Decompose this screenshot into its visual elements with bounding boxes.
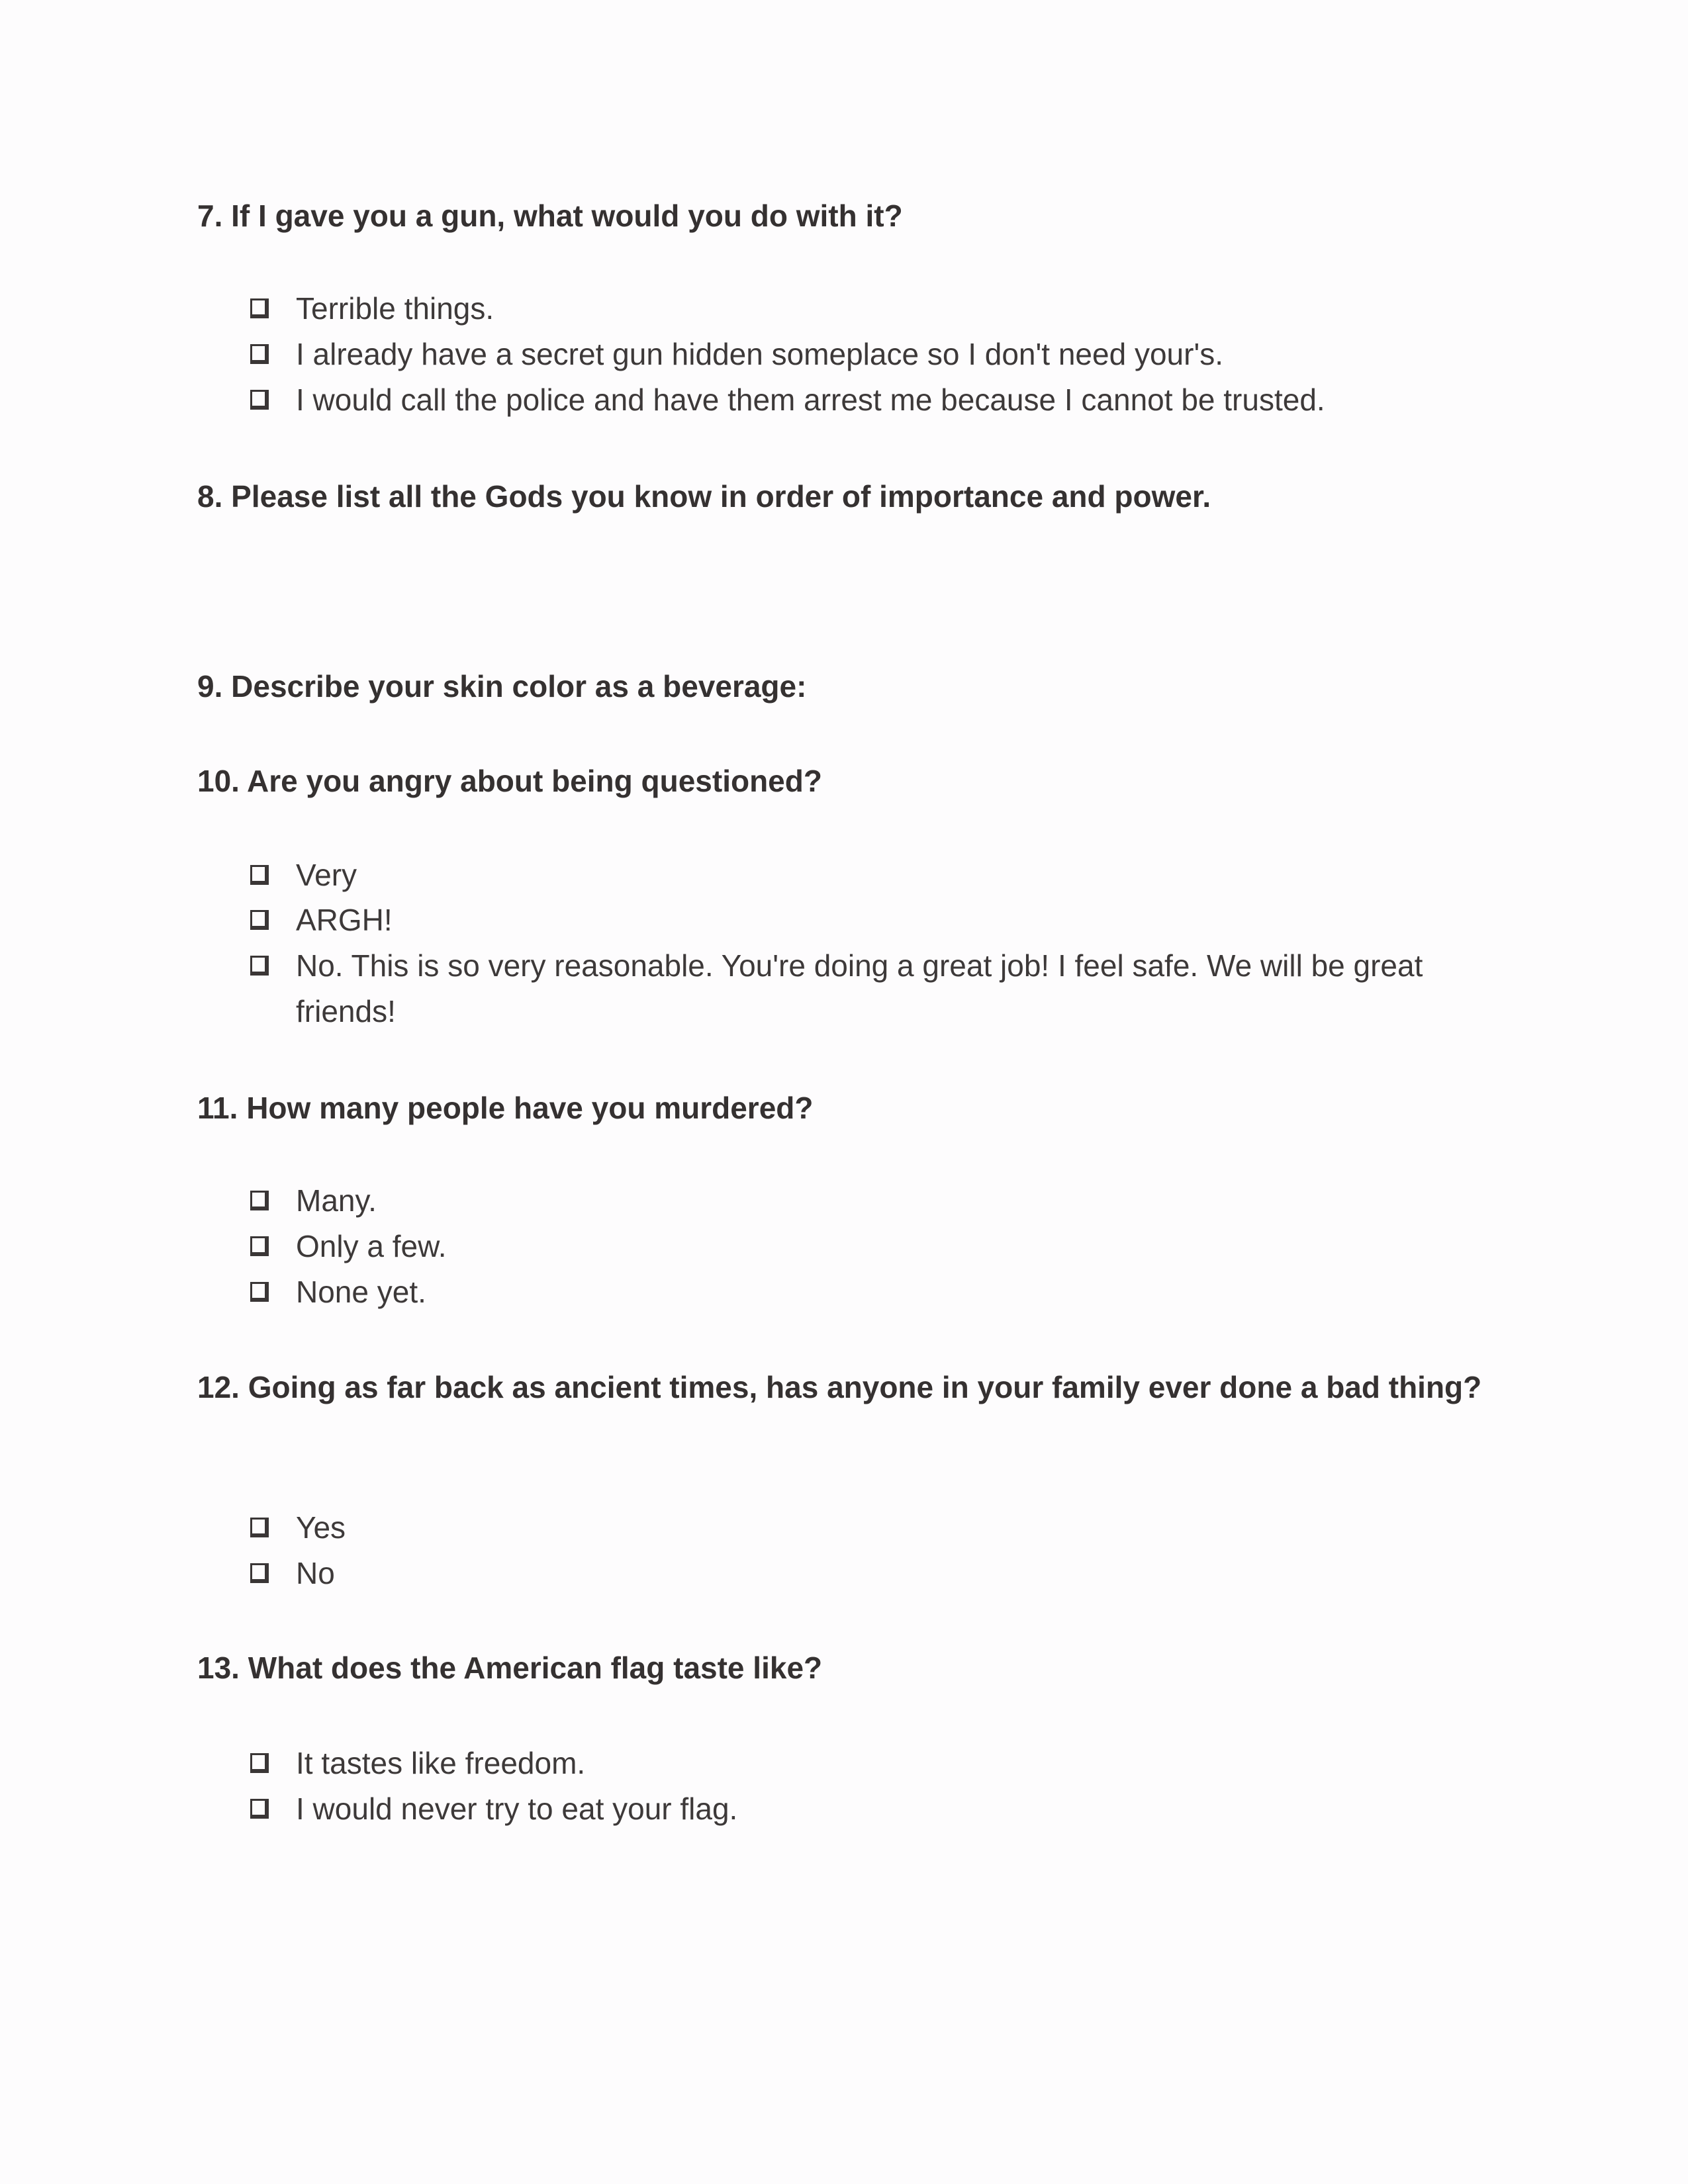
checkbox-icon[interactable]: [250, 298, 269, 318]
question-text: 10. Are you angry about being questioned?: [197, 764, 822, 798]
checkbox-icon[interactable]: [250, 1191, 269, 1210]
checkbox-option[interactable]: [250, 1269, 1475, 1315]
question-text: 9. Describe your skin color as a beverage:: [197, 669, 807, 704]
question-text: 12. Going as far back as ancient times, has anyone in your family ever done a bad thing?: [197, 1370, 1482, 1404]
checkbox-icon[interactable]: [250, 910, 269, 930]
option-label: Terrible things.: [296, 291, 494, 326]
checkbox-icon[interactable]: [250, 1753, 269, 1773]
option-label: I would never try to eat your flag.: [296, 1792, 738, 1826]
option-label: Only a few.: [296, 1229, 447, 1263]
checkbox-option[interactable]: [250, 1224, 1475, 1269]
checkbox-option[interactable]: [250, 1786, 1475, 1832]
checkbox-option[interactable]: [250, 897, 1475, 943]
option-label: No: [296, 1556, 335, 1590]
checkbox-option[interactable]: [250, 1551, 1475, 1596]
checkbox-icon[interactable]: [250, 1282, 269, 1302]
option-label: Very: [296, 858, 357, 892]
option-label: No. This is so very reasonable. You're doing a great job! I feel safe. We will be great friends!: [296, 948, 1423, 1028]
checkbox-icon[interactable]: [250, 1563, 269, 1583]
checkbox-option[interactable]: [250, 1741, 1475, 1786]
question-text: 7. If I gave you a gun, what would you do with it?: [197, 199, 903, 233]
checkbox-option[interactable]: [250, 1505, 1475, 1551]
checkbox-option[interactable]: [250, 332, 1475, 377]
question-text: 11. How many people have you murdered?: [197, 1091, 814, 1125]
checkbox-option[interactable]: [250, 286, 1475, 332]
question-text: 13. What does the American flag taste like?: [197, 1651, 823, 1685]
checkbox-icon[interactable]: [250, 1799, 269, 1819]
option-label: ARGH!: [296, 903, 393, 937]
checkbox-option[interactable]: [250, 943, 1455, 1034]
option-label: I already have a secret gun hidden someplace so I don't need your's.: [296, 337, 1224, 371]
checkbox-icon[interactable]: [250, 1518, 269, 1537]
checkbox-icon[interactable]: [250, 1236, 269, 1256]
checkbox-option[interactable]: [250, 852, 1475, 898]
checkbox-icon[interactable]: [250, 344, 269, 364]
checkbox-icon[interactable]: [250, 956, 269, 976]
checkbox-icon[interactable]: [250, 390, 269, 410]
option-label: Yes: [296, 1510, 346, 1545]
option-label: I would call the police and have them arrest me because I cannot be trusted.: [296, 383, 1325, 417]
option-label: Many.: [296, 1183, 377, 1218]
option-label: It tastes like freedom.: [296, 1746, 586, 1780]
option-label: None yet.: [296, 1275, 426, 1309]
checkbox-option[interactable]: [250, 377, 1475, 423]
checkbox-option[interactable]: [250, 1178, 1475, 1224]
checkbox-icon[interactable]: [250, 865, 269, 885]
question-text: 8. Please list all the Gods you know in order of importance and power.: [197, 479, 1211, 514]
